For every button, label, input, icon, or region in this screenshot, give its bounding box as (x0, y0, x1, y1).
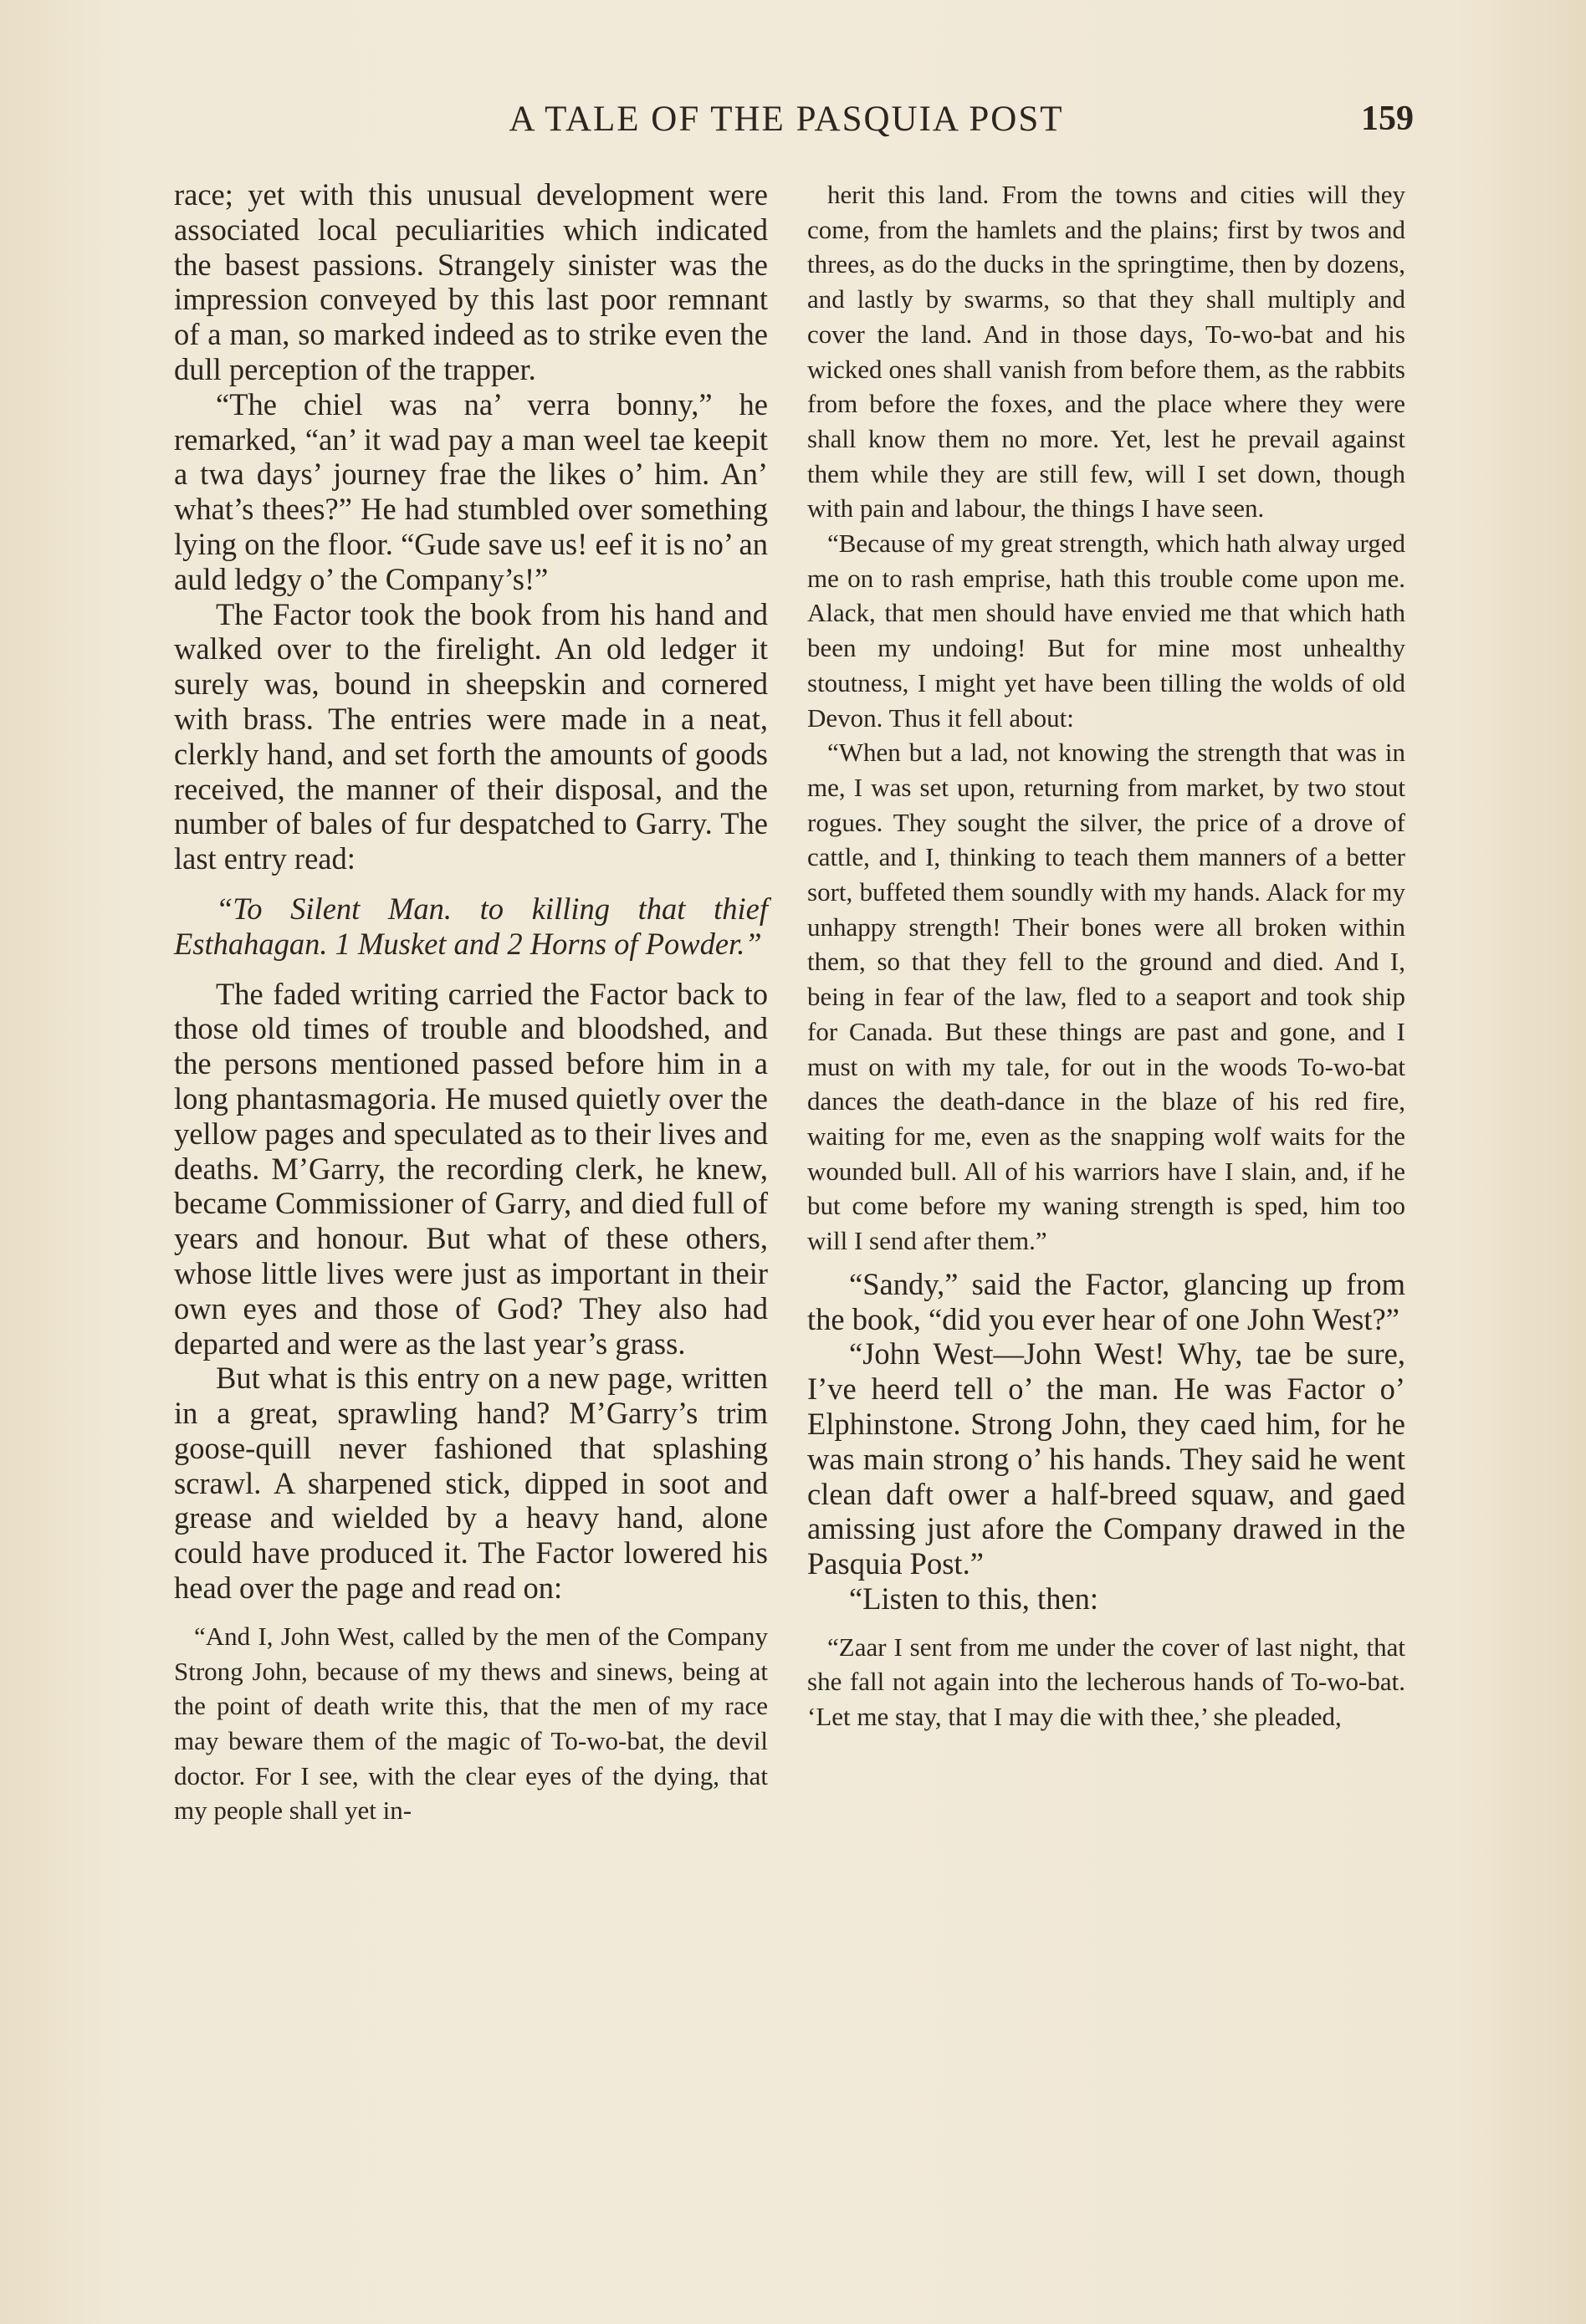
quoted-manuscript-paragraph: herit this land. From the towns and cities will they come, from the hamlets and the plains; first by twos and threes, as do the ducks in the springtime, then by dozens, and lastly by swarms, so that they shall multiply and cover the land. And in those days, To-wo-bat and his wicked ones shall vanish from before them, as the rabbits from before the foxes, and the place where they were shall know them no more. Yet, lest he prevail against them while they are still few, will I set down, though with pain and labour, the things I have seen. (807, 180, 1405, 524)
page-number: 159 (1361, 100, 1414, 138)
paragraph: “John West—John West! Why, tae be sure, I’ve heerd tell o’ the man. He was Factor o’ Elphinstone. Strong John, they caed him, for he was main strong o’ his hands. They said he went clean daft ower a half-breed squaw, and gaed amissing just afore the Company drawed in the Pasquia Post.” (807, 1336, 1405, 1581)
quoted-manuscript-paragraph: “Zaar I sent from me under the cover of last night, that she fall not again into the lecherous hands of To-wo-bat. ‘Let me stay, that I may die with thee,’ she pleaded, (807, 1632, 1405, 1732)
paragraph: The Factor took the book from his hand and walked over to the firelight. An old ledger it surely was, bound in sheepskin and cornered with brass. The entries were made in a neat, clerkly hand, and set forth the amounts of goods received, the manner of their disposal, and the number of bales of fur despatched to Garry. The last entry read: (174, 596, 768, 876)
paragraph: “Sandy,” said the Factor, glancing up from the book, “did you ever hear of one John West?” (807, 1266, 1405, 1336)
paragraph: But what is this entry on a new page, written in a great, sprawling hand? M’Garry’s trim goose-quill never fashioned that splashing scrawl. A sharpened stick, dipped in soot and grease and wielded by a heavy hand, alone could have produced it. The Factor lowered his head over the page and read on: (174, 1361, 768, 1606)
quoted-manuscript-paragraph: “When but a lad, not knowing the strength that was in me, I was set upon, returning from market, by two stout rogues. They sought the silver, the price of a drove of cattle, and I, thinking to teach them manners of a better sort, buffeted them soundly with my hands. Alack for my unhappy strength! Their bones were all broken within them, so that they fell to the ground and died. And I, being in fear of the law, fled to a seaport and took ship for Canada. But these things are past and gone, and I must on with my tale, for out in the woods To-wo-bat dances the death-dance in the blaze of his red fire, waiting for me, even as the snapping wolf waits for the wounded bull. All of his warriors have I slain, and, if he but come before my waning strength is sped, him too will I send after them.” (807, 738, 1405, 1256)
paragraph: “The chiel was na’ verra bonny,” he remarked, “an’ it wad pay a man weel tae keepit a twa days’ journey frae the likes o’ him. An’ what’s thees?” He had stumbled over something lying on the floor. “Gude save us! eef it is no’ an auld ledgy o’ the Company’s!” (174, 386, 768, 596)
paragraph: race; yet with this unusual development were associated local peculiarities which indicated the basest passions. Strangely sinister was the impression conveyed by this last poor remnant of a man, so marked indeed as to strike even the dull perception of the trapper. (174, 177, 768, 386)
paragraph: “Listen to this, then: (849, 1581, 1099, 1616)
left-column (174, 177, 768, 1828)
right-column (807, 177, 1405, 1734)
paragraph: The faded writing carried the Factor back to those old times of trouble and bloodshed, and the persons mentioned passed before him in a long phantasmagoria. He mused quietly over the yellow pages and speculated as to their lives and deaths. M’Garry, the recording clerk, he knew, became Commissioner of Garry, and died full of years and honour. But what of these others, whose little lives were just as important in their own eyes and those of God? They also had departed and were as the last year’s grass. (174, 976, 768, 1361)
page-header (159, 99, 1414, 149)
quoted-manuscript-paragraph: “And I, John West, called by the men of the Company Strong John, because of my thews and sinews, being at the point of death write this, that the men of my race may beware them of the magic of To-wo-bat, the devil doctor. For I see, with the clear eyes of the dying, that my people shall yet in- (174, 1621, 768, 1826)
running-title: A TALE OF THE PASQUIA POST (509, 100, 1064, 139)
quoted-manuscript-paragraph: “Because of my great strength, which hath alway urged me on to rash emprise, hath this trouble come upon me. Alack, that men should have envied me that which hath been my undoing! But for mine most unhealthy stoutness, I might yet have been tilling the wolds of old Devon. Thus it fell about: (807, 529, 1405, 733)
ledger-entry-quote: “To Silent Man. to killing that thief Esthahagan. 1 Musket and 2 Horns of Powder.” (174, 891, 768, 961)
